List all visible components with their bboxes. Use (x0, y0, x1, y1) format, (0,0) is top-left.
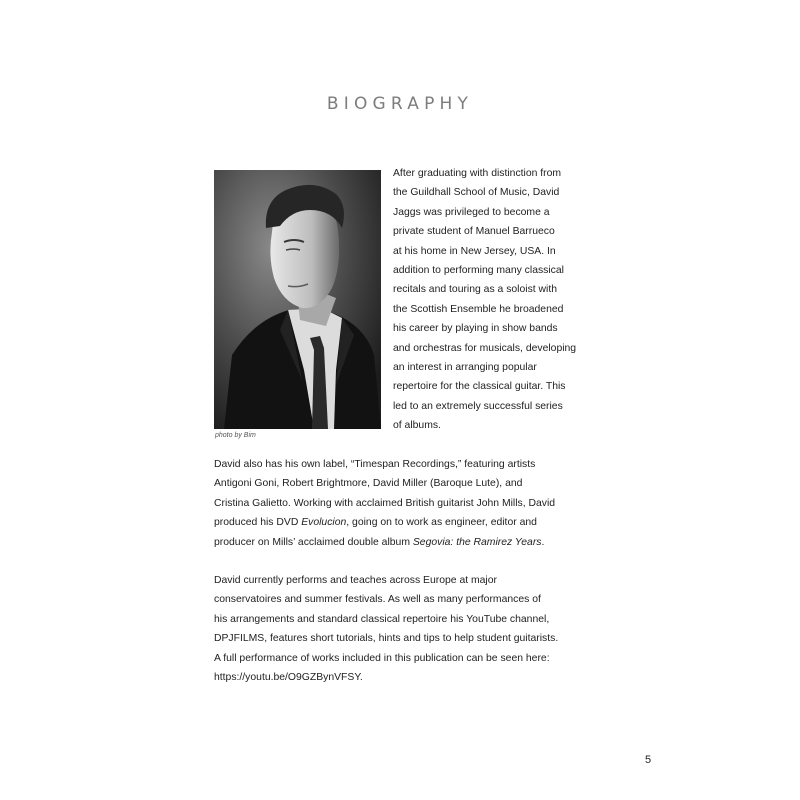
label-paragraph (214, 455, 594, 552)
page-number: 5 (645, 754, 652, 766)
text-line: at his home in New Jersey, USA. In (393, 245, 556, 257)
text-line: Jaggs was privileged to become a (393, 206, 550, 218)
text-line: his career by playing in show bands (393, 323, 558, 335)
text-line: the Scottish Ensemble he broadened (393, 303, 564, 315)
text-line: of albums. (393, 420, 441, 432)
text-line: Cristina Galietto. Working with acclaimed British guitarist John Mills, David (214, 497, 556, 509)
text-line: repertoire for the classical guitar. This (393, 381, 566, 393)
text-line: After graduating with distinction from (393, 168, 562, 179)
text-line: A full performance of works included in this publication can be seen here: (214, 652, 550, 664)
text-line: conservatoires and summer festivals. As well as many performances of (214, 594, 541, 606)
text-line: David also has his own label, “Timespan Recordings,” featuring artists (214, 459, 536, 470)
text-line: led to an extremely successful series (393, 400, 563, 412)
text-line: addition to performing many classical (393, 265, 564, 277)
text-line (214, 533, 594, 552)
intro-paragraph (393, 164, 603, 436)
text-segment: , going on to work as engineer, editor and (346, 517, 537, 529)
text-line: the Guildhall School of Music, David (393, 187, 560, 199)
portrait-photo (214, 170, 381, 429)
youtube-link[interactable]: https://youtu.be/O9GZBynVFSY. (214, 672, 363, 684)
text-line: private student of Manuel Barrueco (393, 226, 555, 238)
text-line: David currently performs and teaches across Europe at major (214, 575, 497, 586)
text-line: and orchestras for musicals, developing (393, 342, 577, 354)
text-line: recitals and touring as a soloist with (393, 284, 558, 296)
text-line (214, 513, 594, 532)
text-line: DPJFILMS, features short tutorials, hints and tips to help student guitarists. (214, 633, 559, 645)
text-segment: produced his DVD (214, 517, 302, 529)
text-line: Antigoni Goni, Robert Brightmore, David Miller (Baroque Lute), and (214, 478, 523, 490)
text-line: his arrangements and standard classical repertoire his YouTube channel, (214, 613, 550, 625)
text-line: an interest in arranging popular (393, 362, 537, 374)
text-segment: . (541, 536, 545, 548)
photo-credit: photo by Bim (215, 432, 256, 439)
album-title: Segovia: the Ramirez Years (412, 536, 542, 548)
dvd-title: Evolucion (301, 517, 347, 529)
current-work-paragraph (214, 571, 594, 687)
page-title: BIOGRAPHY (326, 94, 474, 114)
text-segment: producer on Mills’ acclaimed double album (214, 536, 413, 548)
